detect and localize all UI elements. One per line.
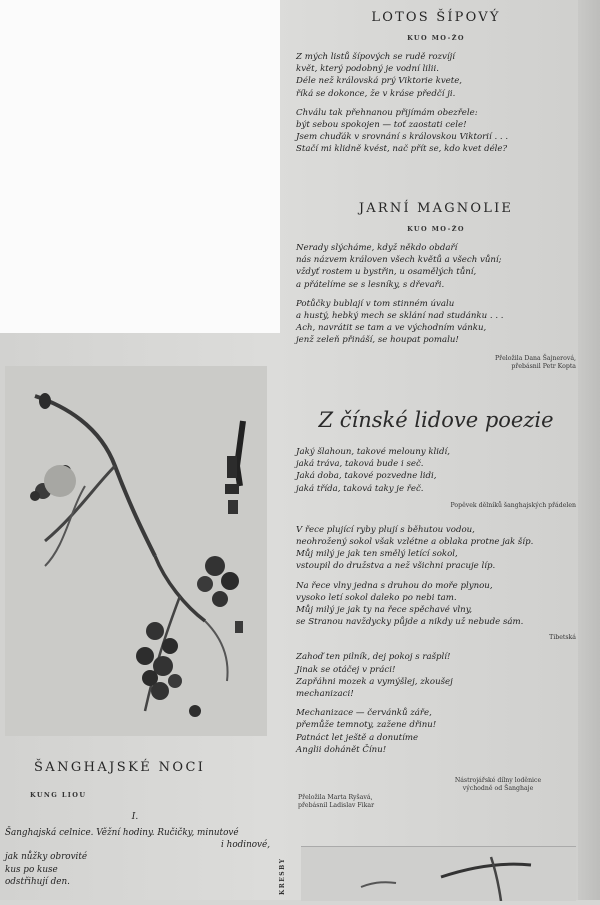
verse-line: Stačí mi klidně kvést, nač přít se, kdo kvet déle? bbox=[296, 144, 508, 155]
credit-line: Přeložila Dana Šajnerová, bbox=[495, 354, 576, 362]
brush-stroke-drawing bbox=[301, 847, 576, 901]
verse-line: Můj milý je jak ty na řece spěchavé vlny, bbox=[296, 605, 473, 616]
verse-line: Patnáct let ještě a donutíme bbox=[296, 732, 419, 743]
bottom-brush-illustration bbox=[301, 846, 576, 901]
verse-line: mechanizaci! bbox=[296, 689, 354, 700]
verse-line: květ, který podobný je vodní lilii. bbox=[296, 64, 439, 75]
verse-line: jak nůžky obrovité bbox=[5, 852, 88, 863]
verse-line: Šanghajská celnice. Věžní hodiny. Ručičky, minutové bbox=[5, 828, 239, 838]
verse-line: Na řece vlny jedna s druhou do moře plynou, bbox=[296, 580, 493, 591]
section-numeral: I. bbox=[131, 812, 139, 822]
verse-line: vždyť rostem u bystřin, u osamělých tůní, bbox=[296, 267, 477, 278]
poem-sanghaj-text bbox=[5, 827, 270, 888]
verse-line: jenž zeleň přináší, se houpat pomalu! bbox=[296, 335, 459, 346]
verse-line: nás názvem královen všech květů a všech vůní; bbox=[296, 255, 502, 266]
verse-line: Jaká doba, takové pozvedne lidi, bbox=[296, 471, 437, 482]
verse-line: Z mých listů šípových se rudě rozvíjí bbox=[296, 52, 456, 62]
poem-title: LOTOS ŠÍPOVÝ bbox=[371, 10, 501, 25]
credit-line: Nástrojářské dílny loděnice bbox=[454, 777, 542, 784]
verse-line: Můj milý je jak ten smělý letící sokol, bbox=[296, 549, 458, 560]
verse-line: a hustý, hebký mech se sklání nad studánku . . . bbox=[296, 311, 504, 322]
verse-line: vysoko letí sokol daleko po nebi tam. bbox=[296, 592, 457, 603]
verse-line: neohrožený sokol však vzlétne a oblaka protne jak šíp. bbox=[296, 537, 534, 548]
stanza bbox=[296, 242, 576, 291]
ink-painting-illustration bbox=[5, 366, 267, 736]
verse-line: Potůčky bublají v tom stinném úvalu bbox=[296, 298, 455, 309]
verse-line: Jaký šlahoun, takové melouny klidí, bbox=[296, 447, 451, 457]
poem-lotos bbox=[296, 10, 576, 156]
credit-line: přebásnil Petr Kopta bbox=[511, 362, 576, 370]
credit-line: východně od Šanghaje bbox=[462, 785, 534, 792]
poem-author: KUO MO-ŽO bbox=[407, 34, 465, 42]
verse-line: Jinak se otáčej v práci! bbox=[296, 664, 396, 675]
verse-line: Nerady slýcháme, když někdo obdaří bbox=[296, 243, 458, 253]
poem-title: ŠANGHAJSKÉ NOCI bbox=[34, 760, 206, 775]
verse-line: Ach, navrátit se tam a ve východním vánku, bbox=[296, 323, 487, 334]
workshop-credit bbox=[420, 777, 576, 793]
credit-line: přebásnil Ladislav Fikar bbox=[298, 802, 375, 809]
verse-line: kus po kuse bbox=[5, 864, 58, 875]
stanza bbox=[296, 651, 576, 700]
verse-line: jaká třída, taková taky je řeč. bbox=[296, 483, 424, 494]
verse-line: Anglii dohánět Čínu! bbox=[296, 744, 387, 755]
blank-paper-area bbox=[0, 0, 280, 333]
verse-line: se Stranou navždycky půjde a nikdy už nebude sám. bbox=[296, 617, 524, 628]
stanza bbox=[296, 298, 576, 347]
verse-line: Zahoď ten pilník, dej pokoj s rašplí! bbox=[296, 652, 451, 663]
verse-line: být sebou spokojen — toť zaostati cele! bbox=[296, 120, 467, 131]
verse-line: Jsem chuďák v srovnání s královskou Viktorií . . . bbox=[296, 132, 509, 143]
stanza bbox=[296, 580, 576, 629]
verse-line: Zapřáhni mozek a vymýšlej, zkoušej bbox=[296, 676, 453, 687]
credit-line: Tibetská bbox=[549, 634, 576, 642]
stanza bbox=[296, 524, 576, 573]
verse-line: V řece plující ryby plují s běhutou vodou, bbox=[296, 524, 475, 535]
verse-line: vstoupil do družstva a než všichni pracuje líp. bbox=[296, 561, 496, 572]
verse-line: Mechanizace — červánků záře, bbox=[296, 708, 432, 719]
verse-line: říká se dokonce, že v kráse předčí ji. bbox=[296, 88, 456, 99]
verse-line: i hodinové, bbox=[221, 840, 270, 851]
poem-magnolie bbox=[296, 201, 576, 371]
book-page-edge bbox=[578, 0, 600, 900]
verse-line: a přátelíme se s lesníky, s dřevaři. bbox=[296, 279, 445, 290]
verse-line: přemůže temnoty, zažene dřinu! bbox=[296, 720, 437, 731]
credit-line: Popěvek dělníků šanghajských přádelen bbox=[450, 501, 576, 509]
translators-credit bbox=[298, 794, 374, 810]
folk-poetry-section bbox=[296, 408, 576, 756]
poem-title: JARNÍ MAGNOLIE bbox=[358, 201, 514, 216]
credit-line: Přeložila Marta Ryšavá, bbox=[298, 794, 373, 801]
verse-line: Déle než královská prý Viktorie kvete, bbox=[296, 76, 463, 87]
translator-credit bbox=[296, 355, 576, 371]
stanza bbox=[296, 51, 576, 100]
vertical-label: KRESBY bbox=[279, 857, 286, 895]
poem-author: KUO MO-ŽO bbox=[407, 225, 465, 233]
stanza bbox=[296, 107, 576, 156]
verse-line: jaká tráva, taková bude i seč. bbox=[296, 459, 424, 470]
verse-line: odstřihují den. bbox=[5, 876, 70, 887]
poem-author: KUNG LIOU bbox=[30, 791, 87, 799]
section-title: Z čínské lidove poezie bbox=[318, 408, 554, 432]
stanza bbox=[296, 446, 576, 495]
stanza bbox=[296, 707, 576, 756]
plum-blossom-painting bbox=[5, 366, 267, 736]
verse-line: Chválu tak přehnanou přijímám obezřele: bbox=[296, 107, 478, 118]
